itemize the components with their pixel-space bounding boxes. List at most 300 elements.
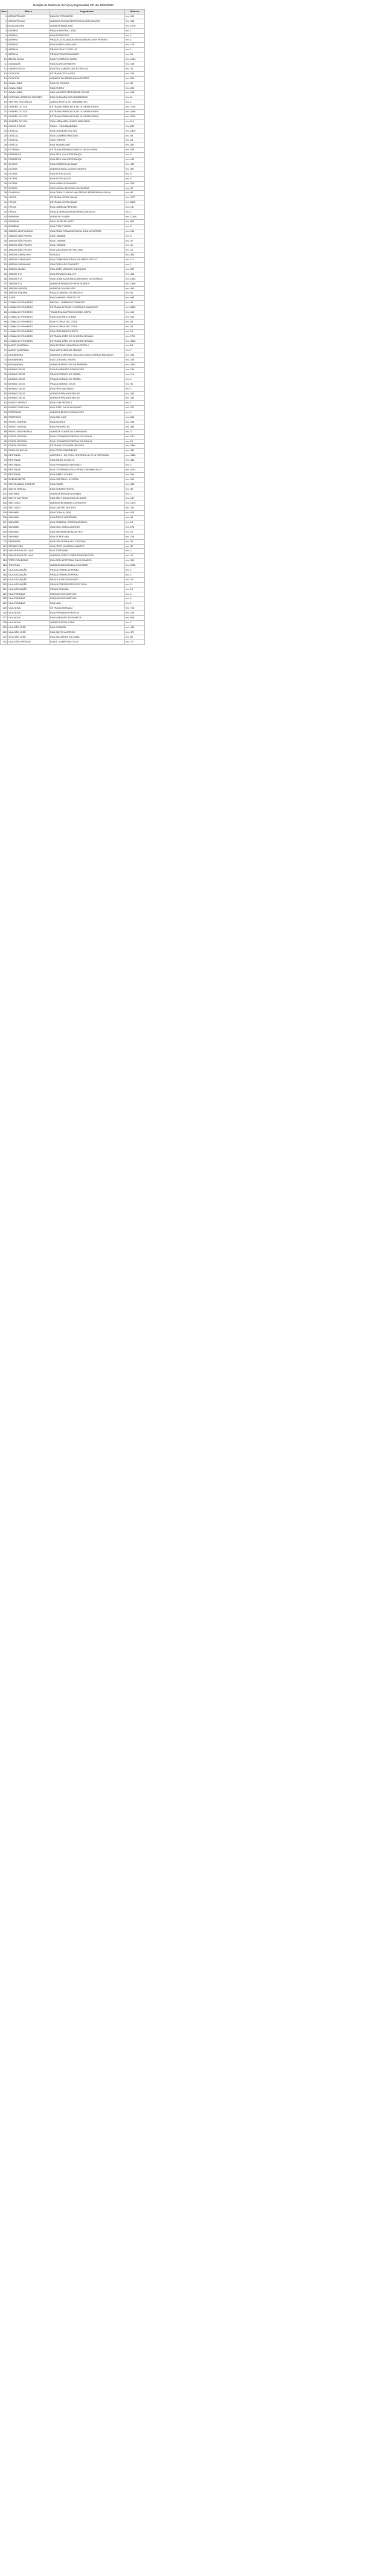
bairro-cell: VILA ASSUNÇÃO [8,572,50,577]
logradouro-cell: AVENIDA MARILAND [50,24,125,28]
header-numero: Número [125,10,145,14]
numero-cell: nro. 113 [125,372,145,377]
item-cell: 45 [1,224,8,229]
bairro-cell: AZENHA [8,38,50,43]
table-row [1,439,145,444]
item-cell: 63 [1,310,8,315]
bairro-cell: CHAPÉU DO SOL [8,105,50,110]
bairro-cell: MENINO DEUS [8,382,50,386]
item-cell: 37 [1,186,8,191]
table-row [1,463,145,468]
logradouro-cell: RUA DOLORES DURAN [50,315,125,320]
numero-cell: nro. 1575 [125,501,145,506]
item-cell: 85 [1,415,8,420]
table-row [1,100,145,105]
item-cell: 42 [1,210,8,215]
logradouro-cell: AVENIDA CORONEL GASTÃO HASLOCHERUA MAZERON [50,353,125,358]
logradouro-cell: AVENIDA PRAIA DE BELAS [50,391,125,396]
item-cell: 127 [1,616,8,621]
numero-cell: nro. 66 [125,291,145,296]
table-row [1,38,145,43]
bairro-cell: LOMBA DO PINHEIRO [8,324,50,329]
numero-cell: nro. 387 [125,167,145,171]
item-cell: 40 [1,200,8,205]
bairro-cell: SANTA ROSA DE LIMA [8,549,50,554]
numero-cell: nro. 35 [125,301,145,306]
bairro-cell: RUBEM BERTA [8,477,50,482]
service-orders-table [0,9,145,645]
logradouro-cell: RUA CHÁCARA DOS BOMBEIROS [50,95,125,100]
table-row [1,482,145,487]
bairro-cell: JARDIM SABARÁ [8,291,50,296]
table-row [1,286,145,291]
item-cell: 81 [1,396,8,401]
table-row [1,568,145,573]
item-cell: 30 [1,153,8,158]
item-cell: 34 [1,171,8,176]
item-cell: 2 [1,19,8,24]
bairro-cell: HÍPICA [8,210,50,215]
table-row [1,315,145,320]
logradouro-cell: RUA SERAFIM ALENCASTRO [50,530,125,534]
item-cell: 132 [1,639,8,644]
logradouro-cell: AVENIDA NOVA YORK [50,621,125,626]
item-cell: 74 [1,363,8,368]
numero-cell: nro. 195 [125,611,145,616]
item-cell: 29 [1,148,8,153]
numero-cell: nro. 335 [125,272,145,277]
item-cell: 57 [1,281,8,286]
logradouro-cell: ESTRADA ARMANDO INÁCIO DA SILVEIRA [50,148,125,153]
bairro-cell: MENINO DEUS [8,386,50,391]
table-row [1,597,145,601]
bairro-cell: LOMBA DO PINHEIRO [8,310,50,315]
item-cell: 3 [1,24,8,28]
bairro-cell: HÍPICA [8,205,50,210]
numero-cell: nro. 978 [125,511,145,516]
logradouro-cell: RUA OTELO ROSA [50,224,125,229]
item-cell: 66 [1,324,8,329]
bairro-cell: TRISTEZA [8,563,50,568]
numero-cell: nro. 1 [125,592,145,597]
table-row [1,263,145,268]
logradouro-cell: RUA CECÍLIA MEIRELES [50,449,125,453]
item-cell: 82 [1,401,8,406]
logradouro-cell: ESTRADA AFONSO LOURENÇO MARIANTE [50,306,125,310]
bairro-cell: VILA ASSUNÇÃO [8,577,50,582]
bairro-cell: MENINO DEUS [8,377,50,382]
logradouro-cell: RUA DIOMÁRIO MOOJEN [50,133,125,138]
table-row [1,301,145,306]
item-cell: 7 [1,43,8,48]
table-row [1,544,145,549]
table-row [1,214,145,219]
logradouro-cell: RUA VICENTE PEREIRA DE SOUZA [50,91,125,95]
bairro-cell: VILA NOVA [8,606,50,611]
numero-cell: nro. 1 [125,38,145,43]
numero-cell: nro. 479 [125,630,145,635]
table-row [1,86,145,91]
bairro-cell: MENINO DEUS [8,372,50,377]
item-cell: 75 [1,367,8,372]
numero-cell: nro. 1676 [125,24,145,28]
item-cell: 26 [1,133,8,138]
numero-cell: nro. 1 [125,210,145,215]
table-row [1,358,145,363]
bairro-cell: GLÓRIA [8,181,50,186]
item-cell: 86 [1,420,8,425]
table-row [1,162,145,167]
numero-cell: nro. 740 [125,606,145,611]
bairro-cell: LOMBA DO PINHEIRO [8,334,50,339]
item-cell: 122 [1,592,8,597]
numero-cell: nro. 9 [125,234,145,239]
bairro-cell: BELÉM NOVO [8,57,50,62]
bairro-cell: MEDIANEIRA [8,353,50,358]
logradouro-cell: RUA FLORUA DE LÓTUS [50,324,125,329]
numero-cell: nro. 94 [125,382,145,386]
numero-cell: nro. 1 [125,492,145,496]
item-cell: 71 [1,348,8,353]
item-cell: 94 [1,458,8,463]
logradouro-cell: RUA CAETANO LA PORTA [50,477,125,482]
numero-cell: nro. 913 [125,315,145,320]
bairro-cell: TRÊS FIGUEIRAS [8,559,50,563]
numero-cell: nro. 420 [125,477,145,482]
item-cell: 21 [1,110,8,115]
bairro-cell: IPANEMA [8,219,50,224]
table-row [1,200,145,205]
table-row [1,176,145,181]
numero-cell: nro. 187 [125,496,145,501]
logradouro-cell: RUA GOVERNADORUA PERACCHI BARCELOS [50,468,125,473]
bairro-cell: VILA IPIRANGA [8,601,50,606]
numero-cell: nro. 90 [125,539,145,544]
table-row [1,24,145,28]
numero-cell: nro. 4223 [125,468,145,473]
logradouro-cell: RUA GENERAL OSÓRIO AFONSO [50,520,125,525]
item-cell: 62 [1,306,8,310]
bairro-cell: AUXILIADORA [8,24,50,28]
bairro-cell: HÍPICA [8,200,50,205]
bairro-cell: SERRARIA [8,539,50,544]
logradouro-cell: PRAÇA ESTADO DE ISRAEL [50,372,125,377]
logradouro-cell: RUA DRUA CLÁUDIO WALTERIUS FERREIRA DA SILVA [50,191,125,196]
bairro-cell: VILA ASSUNÇÃO [8,568,50,573]
logradouro-cell: RUA VISCONDE DE PELOTAS [50,248,125,253]
item-cell: 32 [1,162,8,167]
logradouro-cell: TRAVESSA ANTÔNIO CONSELHEIRO [50,310,125,315]
item-cell: 103 [1,501,8,506]
numero-cell: nro. 5855 [125,306,145,310]
numero-cell: nro. 2761 [125,334,145,339]
bairro-cell: JARDIM LINDÓIA [8,286,50,291]
item-cell: 77 [1,377,8,382]
item-cell: 89 [1,434,8,439]
table-row [1,48,145,53]
item-cell: 65 [1,319,8,324]
item-cell: 101 [1,492,8,496]
table-row [1,520,145,525]
bairro-cell: VILA ASSUNÇÃO [8,582,50,587]
logradouro-cell: RUA ARNALDO BALLVE [50,272,125,277]
table-row [1,639,145,644]
item-cell: 110 [1,534,8,539]
logradouro-cell: RUA LEONARDO FREITAS DA CUNHA [50,434,125,439]
table-row [1,76,145,81]
table-row [1,248,145,253]
numero-cell: nro. 1 [125,572,145,577]
bairro-cell: JARDIM ITU [8,272,50,277]
table-row [1,453,145,458]
item-cell: 27 [1,138,8,143]
table-row [1,577,145,582]
logradouro-cell: RUA RODOLFO ENGLERT [50,263,125,268]
item-cell: 46 [1,229,8,234]
logradouro-cell: AVENIDA GUADALUPE [50,286,125,291]
numero-cell: nro. 26 [125,53,145,57]
logradouro-cell: AVENIDA NOSSA SENHORA DA BOA VIAGEM [50,19,125,24]
item-cell: 120 [1,582,8,587]
numero-cell: nro. 95 [125,133,145,138]
numero-cell: nro. 1 [125,549,145,554]
item-cell: 23 [1,119,8,124]
bairro-cell: JARDIM CARVALHO [8,253,50,258]
numero-cell: nro. 3226 [125,114,145,119]
numero-cell: nro. 962 [125,219,145,224]
numero-cell: nro. 1 [125,601,145,606]
logradouro-cell: RUA COMENDADORUA EDUARDO SECCO [50,258,125,263]
item-cell: 102 [1,496,8,501]
logradouro-cell: RUA ITARARÉ [50,234,125,239]
item-cell: 20 [1,105,8,110]
table-row [1,171,145,176]
logradouro-cell: RUA JOÃO DA SILVA BUENO [50,406,125,411]
table-row [1,549,145,554]
bairro-cell: COSTA E SILVA [8,124,50,129]
logradouro-cell: RUA DONA ALZIRA [50,511,125,516]
bairro-cell: CRISTAL [8,138,50,143]
item-cell: 97 [1,472,8,477]
table-row [1,406,145,411]
table-row [1,401,145,406]
numero-cell: nro. 2851 [125,363,145,368]
logradouro-cell: RUA DRUA ROMAGUERA DA CUNHA CORRÊA [50,229,125,234]
logradouro-cell: PRAÇA JOSÉ ASSUNÇÃO [50,577,125,582]
table-row [1,143,145,148]
table-row [1,477,145,482]
item-cell: 87 [1,425,8,429]
numero-cell: nro. 80 [125,191,145,196]
logradouro-cell: PRAÇA FRANKLIN PEREZ [50,572,125,577]
item-cell: 24 [1,124,8,129]
logradouro-cell: RUA MARQUES DO MARICA [50,616,125,621]
numero-cell: nro. 432 [125,625,145,630]
table-row [1,95,145,100]
numero-cell: nro. 11840 [125,214,145,219]
bairro-cell: SARANDI [8,520,50,525]
table-row [1,530,145,534]
item-cell: 92 [1,449,8,453]
item-cell: 79 [1,386,8,391]
table-row [1,472,145,477]
logradouro-cell: AVENIDA ENG LUDOLFO BOEHL [50,167,125,171]
numero-cell: nro. 7 [125,348,145,353]
logradouro-cell: RUA CORONEL NEVES [50,358,125,363]
logradouro-cell: RUA FERNANDO PESSOA [50,611,125,616]
item-cell: 60 [1,296,8,301]
logradouro-cell: PRAÇA PRESIDENTE PORTUGAL [50,582,125,587]
item-cell: 25 [1,129,8,133]
item-cell: 68 [1,334,8,339]
bairro-cell: SANTA TEREZA [8,487,50,492]
numero-cell: nro. 93 [125,516,145,521]
item-cell: 119 [1,577,8,582]
logradouro-cell: RUA INTERLAGOS [50,176,125,181]
item-cell: 16 [1,86,8,91]
logradouro-cell: PRAÇA PRINCESA ISABEL [50,53,125,57]
logradouro-cell: ESTRADA JOÃO DE OLIVEIRA REMIÃO [50,334,125,339]
numero-cell: nro. 1 [125,28,145,33]
logradouro-cell: RUA SALDANHA DA GAMA [50,635,125,639]
bairro-cell: LOMBA DO PINHEIRO [8,315,50,320]
table-row [1,367,145,372]
table-row [1,353,145,358]
table-row [1,511,145,516]
numero-cell: nro. 403 [125,162,145,167]
bairro-cell: RESTINGA [8,468,50,473]
bairro-cell: MARIO QUINTANA [8,344,50,348]
bairro-cell: PONTA GROSSA [8,444,50,449]
bairro-cell: AZENHA [8,43,50,48]
numero-cell: nro. 432 [125,391,145,396]
numero-cell: nro. 1013 [125,57,145,62]
numero-cell: nro. 150 [125,229,145,234]
bairro-cell: MENINO DEUS [8,367,50,372]
logradouro-cell: PRAÇA MENINO DEUS [50,382,125,386]
table-row [1,224,145,229]
table-row [1,344,145,348]
table-row [1,91,145,95]
table-row [1,339,145,344]
bairro-cell: SARANDI [8,516,50,521]
item-cell: 131 [1,635,8,639]
bairro-cell: AZENHA [8,48,50,53]
logradouro-cell: PRAÇA VEREADORUA ERVINO BESSON [50,210,125,215]
table-row [1,563,145,568]
logradouro-cell: AVENIDA ARNALDO PAIVA SOARES [50,281,125,286]
bairro-cell: EXTREMA [8,148,50,153]
bairro-cell: MORRO SANTANA [8,406,50,411]
item-cell: 15 [1,81,8,86]
numero-cell: nro. 142 [125,310,145,315]
item-cell: 49 [1,243,8,248]
bairro-cell: VILA ASSUNÇÃO [8,587,50,592]
item-cell: 115 [1,559,8,563]
numero-cell: nro. 493 [125,353,145,358]
table-row [1,625,145,630]
logradouro-cell: AVENIDA PROF OSCAR PEREIRA [50,363,125,368]
item-cell: 118 [1,572,8,577]
bairro-cell: JARDIM SÃO PEDRO [8,239,50,243]
table-row [1,506,145,511]
bairro-cell: GLÓRIA [8,162,50,167]
bairro-cell: ARQUIPÉLAGO [8,14,50,19]
logradouro-cell: RUA GENI MENEGHETTE [50,329,125,334]
bairro-cell: CASCATA [8,71,50,76]
logradouro-cell: ACESSO 4 - 5Q CONJ TERCEIRA UV VL N RESTINGA [50,453,125,458]
logradouro-cell: PRAÇA PAULO COELHO [50,48,125,53]
numero-cell: nro. 30 [125,544,145,549]
table-row [1,219,145,224]
table-row [1,124,145,129]
numero-cell: nro. 1 [125,386,145,391]
logradouro-cell: RUA GEN NESTORUA SILVA SOARES [50,559,125,563]
item-cell: 73 [1,358,8,363]
table-row [1,492,145,496]
numero-cell: nro. 3488 [125,453,145,458]
logradouro-cell: RUA ENG JOÃO LUDERITZ [50,525,125,530]
numero-cell: nro. 450 [125,396,145,401]
numero-cell: nro. 252 [125,124,145,129]
numero-cell: nro. 142 [125,158,145,162]
logradouro-cell: PRAÇA DA SAUDADE DRUA MANUEL MAY PEREIRA [50,38,125,43]
numero-cell: nro. 13 [125,248,145,253]
logradouro-cell: RUA MANOLICA NUNES [50,181,125,186]
table-row [1,630,145,635]
item-cell: 116 [1,563,8,568]
logradouro-cell: RUA ITARARÉ [50,239,125,243]
item-cell: 35 [1,176,8,181]
sheet-title: Relação de Ordem de Serviços programadas CIP dia 13/02/2020 [33,4,114,7]
logradouro-cell: RUA ÉRICO VERÍSSIMO [50,516,125,521]
bairro-cell: LOMBA DO PINHEIRO [8,301,50,306]
item-cell: 47 [1,234,8,239]
item-cell: 12 [1,66,8,71]
item-cell: 91 [1,444,8,449]
logradouro-cell: PRAÇA SOLUMA [50,587,125,592]
numero-cell: nro. 28 [125,138,145,143]
numero-cell: nro. 25 [125,66,145,71]
item-cell: 36 [1,181,8,186]
item-cell: 1 [1,14,8,19]
numero-cell: nro. 310 [125,506,145,511]
item-cell: 84 [1,411,8,415]
bairro-cell: VILA SÃO JOSÉ [8,625,50,630]
logradouro-cell: RUA PAPA PIO XII [50,425,125,429]
numero-cell: nro. 4 [125,429,145,434]
numero-cell: nro. 58 [125,81,145,86]
bairro-cell: RESTINGA [8,458,50,463]
table-row [1,258,145,263]
table-row [1,582,145,587]
table-row [1,119,145,124]
logradouro-cell: RUA DOM PEDRO II [50,401,125,406]
bairro-cell: CRISTAL [8,133,50,138]
table-row [1,53,145,57]
bairro-cell: CRISTAL [8,143,50,148]
logradouro-cell: RUA ALA [50,253,125,258]
numero-cell: nro. 2716 [125,105,145,110]
bairro-cell: JARDIM CARVALHO [8,258,50,263]
bairro-cell: RESTINGA [8,472,50,477]
logradouro-cell: PRAÇA ESTADO DE ISRAEL [50,377,125,382]
item-cell: 128 [1,621,8,626]
logradouro-cell: RUA VINTE SEIS DE MARÇO [50,348,125,353]
bairro-cell: IPANEMA [8,214,50,219]
bairro-cell: HÍPICA [8,196,50,200]
spreadsheet [0,2,144,645]
